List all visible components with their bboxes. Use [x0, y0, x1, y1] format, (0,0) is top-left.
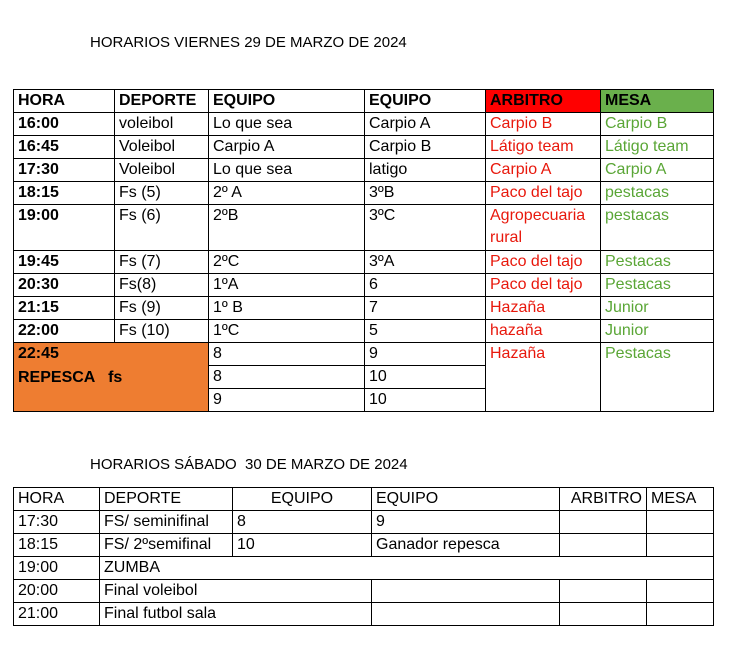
- table-row: [14, 274, 714, 297]
- equipo-2-cell: 9: [365, 343, 486, 366]
- equipo-1-cell: 1ºC: [209, 320, 365, 343]
- hora-cell: 21:15: [14, 297, 115, 320]
- deporte-cell: FS/ seminifinal: [100, 511, 233, 534]
- mesa-cell: pestacas: [601, 182, 714, 205]
- arbitro-cell: Hazaña: [486, 297, 601, 320]
- hora-cell: 16:00: [14, 113, 115, 136]
- header-deporte: DEPORTE: [115, 90, 209, 113]
- repesca-cell: [14, 343, 209, 412]
- equipo-2-cell: 10: [365, 366, 486, 389]
- arbitro-cell: [560, 511, 647, 534]
- hora-cell: 20:30: [14, 274, 115, 297]
- deporte-cell: Fs (9): [115, 297, 209, 320]
- equipo-2-cell: 6: [365, 274, 486, 297]
- equipo-1-cell: 2ºB: [209, 205, 365, 251]
- equipo-1-cell: 9: [209, 389, 365, 412]
- table-row: [14, 297, 714, 320]
- deporte-cell: Voleibol: [115, 136, 209, 159]
- mesa-cell: Junior: [601, 320, 714, 343]
- mesa-cell: Junior: [601, 297, 714, 320]
- equipo-1-cell: 1º B: [209, 297, 365, 320]
- deporte-cell: Fs (5): [115, 182, 209, 205]
- table-row: [14, 534, 714, 557]
- deporte-cell: Final voleibol: [100, 580, 372, 603]
- arbitro-cell: Hazaña: [486, 343, 601, 412]
- friday-title: HORARIOS VIERNES 29 DE MARZO DE 2024: [90, 34, 407, 51]
- arbitro-cell: Paco del tajo: [486, 251, 601, 274]
- table-header-row: [14, 90, 714, 113]
- hora-cell: 19:45: [14, 251, 115, 274]
- table-row: [14, 159, 714, 182]
- deporte-cell: Fs(8): [115, 274, 209, 297]
- table-row: [14, 603, 714, 626]
- table-row: [14, 113, 714, 136]
- deporte-cell: Fs (6): [115, 205, 209, 251]
- arbitro-cell: Paco del tajo: [486, 182, 601, 205]
- equipo-1-cell: 2º A: [209, 182, 365, 205]
- hora-cell: 21:00: [14, 603, 100, 626]
- header-arbitro: ARBITRO: [486, 90, 601, 113]
- table-row: [14, 511, 714, 534]
- equipo-1-cell: 8: [209, 343, 365, 366]
- mesa-cell: [647, 534, 714, 557]
- deporte-cell: Voleibol: [115, 159, 209, 182]
- equipo-2-cell: 7: [365, 297, 486, 320]
- arbitro-cell: [560, 534, 647, 557]
- equipo-2-cell: Ganador repesca: [372, 534, 560, 557]
- header-equipo-1: EQUIPO: [209, 90, 365, 113]
- equipo-1-cell: 8: [209, 366, 365, 389]
- header-mesa: MESA: [647, 488, 714, 511]
- repesca-label: REPESCA fs: [18, 369, 123, 386]
- mesa-cell: [647, 603, 714, 626]
- equipo-2-cell: latigo: [365, 159, 486, 182]
- table-row: [14, 205, 714, 251]
- equipo-2-cell: Carpio B: [365, 136, 486, 159]
- equipo-1-cell: 2ºC: [209, 251, 365, 274]
- equipo-2-cell: Carpio A: [365, 113, 486, 136]
- equipo-2-cell: 5: [365, 320, 486, 343]
- friday-schedule-table: [13, 89, 714, 412]
- equipo-1-cell: 8: [233, 511, 372, 534]
- arbitro-cell: [560, 603, 647, 626]
- equipo-1-cell: Carpio A: [209, 136, 365, 159]
- deporte-cell: voleibol: [115, 113, 209, 136]
- equipo-1-cell: 1ºA: [209, 274, 365, 297]
- hora-cell: 16:45: [14, 136, 115, 159]
- mesa-cell: pestacas: [601, 205, 714, 251]
- deporte-cell: Fs (10): [115, 320, 209, 343]
- arbitro-cell: hazaña: [486, 320, 601, 343]
- mesa-cell: Carpio B: [601, 113, 714, 136]
- mesa-cell: Pestacas: [601, 343, 714, 412]
- equipo-2-cell: [372, 580, 560, 603]
- table-row: [14, 557, 714, 580]
- hora-cell: 22:00: [14, 320, 115, 343]
- header-equipo-2: EQUIPO: [365, 90, 486, 113]
- arbitro-cell: [560, 580, 647, 603]
- equipo-2-cell: 3ºB: [365, 182, 486, 205]
- arbitro-cell: Paco del tajo: [486, 274, 601, 297]
- hora-cell: 19:00: [14, 205, 115, 251]
- table-row: [14, 320, 714, 343]
- equipo-1-cell: Lo que sea: [209, 159, 365, 182]
- deporte-cell: FS/ 2ºsemifinal: [100, 534, 233, 557]
- hora-cell: 18:15: [14, 182, 115, 205]
- hora-cell: 20:00: [14, 580, 100, 603]
- header-deporte: DEPORTE: [100, 488, 233, 511]
- hora-cell: 19:00: [14, 557, 100, 580]
- mesa-cell: [647, 580, 714, 603]
- mesa-cell: Látigo team: [601, 136, 714, 159]
- mesa-cell: Pestacas: [601, 274, 714, 297]
- table-row: [14, 580, 714, 603]
- table-row: [14, 136, 714, 159]
- equipo-2-cell: [372, 603, 560, 626]
- table-header-row: [14, 488, 714, 511]
- mesa-cell: Carpio A: [601, 159, 714, 182]
- arbitro-cell: Carpio A: [486, 159, 601, 182]
- saturday-title: HORARIOS SÁBADO 30 DE MARZO DE 2024: [90, 456, 408, 473]
- header-arbitro: ARBITRO: [560, 488, 647, 511]
- hora-cell: 17:30: [14, 511, 100, 534]
- repesca-row: [14, 343, 714, 366]
- header-equipo-2: EQUIPO: [372, 488, 560, 511]
- deporte-cell: ZUMBA: [100, 557, 714, 580]
- mesa-cell: [647, 511, 714, 534]
- header-mesa: MESA: [601, 90, 714, 113]
- equipo-1-cell: Lo que sea: [209, 113, 365, 136]
- mesa-cell: Pestacas: [601, 251, 714, 274]
- arbitro-cell: Carpio B: [486, 113, 601, 136]
- repesca-hora: 22:45: [18, 345, 59, 362]
- table-row: [14, 251, 714, 274]
- header-equipo-1: EQUIPO: [233, 488, 372, 511]
- deporte-cell: Fs (7): [115, 251, 209, 274]
- arbitro-cell: Agropecuaria rural: [486, 205, 601, 251]
- hora-cell: 18:15: [14, 534, 100, 557]
- equipo-1-cell: 10: [233, 534, 372, 557]
- hora-cell: 17:30: [14, 159, 115, 182]
- equipo-2-cell: 3ºA: [365, 251, 486, 274]
- equipo-2-cell: 3ºC: [365, 205, 486, 251]
- equipo-2-cell: 10: [365, 389, 486, 412]
- saturday-schedule-table: [13, 487, 714, 626]
- deporte-cell: Final futbol sala: [100, 603, 372, 626]
- arbitro-cell: Látigo team: [486, 136, 601, 159]
- table-row: [14, 182, 714, 205]
- header-hora: HORA: [14, 90, 115, 113]
- header-hora: HORA: [14, 488, 100, 511]
- equipo-2-cell: 9: [372, 511, 560, 534]
